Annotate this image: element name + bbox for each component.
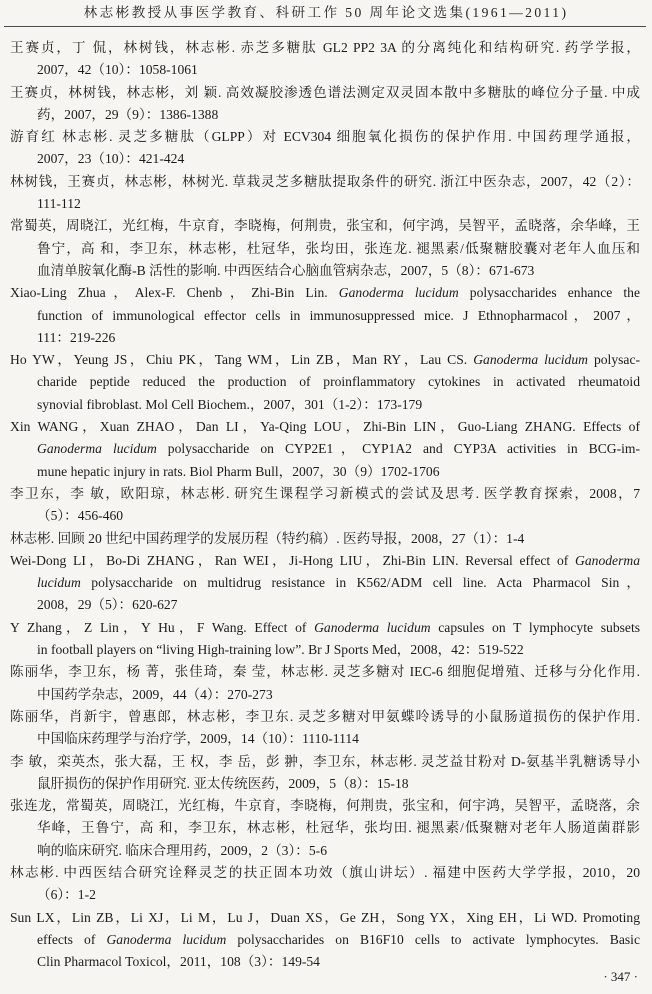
reference-line bbox=[10, 282, 640, 304]
reference-text: effects of bbox=[37, 931, 107, 947]
reference-entry bbox=[10, 416, 640, 483]
reference-line bbox=[10, 929, 640, 951]
reference-line: charide peptide reduced the production of proinflammatory cytokines in activated rheumatoid bbox=[37, 374, 640, 390]
header-divider bbox=[4, 26, 646, 27]
species-name: Ganoderma bbox=[575, 552, 640, 568]
reference-line: Xin WANG，Xuan ZHAO，Dan LI，Ya-Qing LOU，Zhi-Bin LIN，Guo-Liang ZHANG. Effects of bbox=[10, 419, 640, 435]
reference-line: 2007，42（10）：1058-1061 bbox=[37, 62, 198, 78]
species-name: Ganoderma lucidum bbox=[338, 285, 459, 301]
reference-entry bbox=[10, 282, 640, 349]
running-header: 林志彬教授从事医学教育、科研工作 50 周年论文选集(1961—2011) bbox=[83, 5, 569, 20]
species-name: Ganoderma lucidum bbox=[314, 619, 431, 635]
reference-line: mune hepatic injury in rats. Biol Pharm Bull，2007，30（9）1702-1706 bbox=[37, 463, 440, 479]
reference-line bbox=[10, 349, 640, 371]
reference-line: 鼠肝损伤的保护作用研究. 亚太传统医药，2009，5（8）：15-18 bbox=[37, 775, 409, 791]
reference-text: Wei-Dong LI，Bo-Di ZHANG，Ran WEI，Ji-Hong LIU，Zhi-Bin LIN. Reversal effect of bbox=[10, 552, 576, 568]
reference-entry bbox=[10, 706, 640, 751]
reference-line: 张连龙，常蜀英，周晓江，光红梅，牛京育，李晓梅，何荆贵，张宝和，何宇鸿，吴智平，孟晓落，余 bbox=[10, 798, 640, 814]
reference-line: 陈丽华，李卫东，杨 菁，张佳琦，秦 莹，林志彬. 灵芝多糖对 IEC-6 细胞促增殖、迁移与分化作用. bbox=[10, 664, 640, 680]
page-number: · 347 · bbox=[603, 969, 638, 984]
reference-text: polysaccharide on multidrug resistance in K562/ADM cell line. Acta Pharmacol Sin， bbox=[80, 575, 640, 591]
reference-line bbox=[10, 550, 640, 572]
reference-text: polysaccharides enhance the bbox=[458, 285, 640, 301]
reference-text: Y Zhang，Z Lin，Y Hu，F Wang. Effect of bbox=[10, 619, 315, 635]
reference-text: capsules on T lymphocyte subsets bbox=[430, 619, 640, 635]
reference-line bbox=[10, 617, 640, 639]
reference-entry bbox=[10, 862, 640, 907]
reference-line: 药，2007，29（9）：1386-1388 bbox=[37, 106, 219, 122]
reference-entry bbox=[10, 483, 640, 528]
reference-line: Clin Pharmacol Toxicol，2011，108（3）：149-54 bbox=[37, 954, 320, 970]
species-name: Ganoderma lucidum bbox=[473, 352, 588, 368]
reference-line: 中国药学杂志，2009，44（4）：270-273 bbox=[37, 686, 273, 702]
reference-entry bbox=[10, 215, 640, 282]
reference-entry bbox=[10, 349, 640, 416]
species-name: Ganoderma lucidum bbox=[37, 441, 157, 457]
species-name: Ganoderma lucidum bbox=[106, 931, 227, 947]
reference-entry bbox=[10, 37, 640, 82]
reference-line: 2007，23（10）：421-424 bbox=[37, 151, 185, 167]
reference-line: 111：219-226 bbox=[37, 329, 116, 345]
reference-line: 血清单胺氧化酶-B 活性的影响. 中西医结合心脑血管病杂志，2007，5（8）：671-673 bbox=[37, 262, 535, 278]
reference-entry bbox=[10, 907, 640, 974]
reference-line: 林志彬. 回顾 20 世纪中国药理学的发展历程（特约稿）. 医药导报，2008，27（1）：1-4 bbox=[10, 530, 525, 546]
reference-line: 李卫东，李 敏，欧阳琼，林志彬. 研究生课程学习新模式的尝试及思考. 医学教育探索，2008，7 bbox=[10, 485, 640, 501]
species-name: lucidum bbox=[37, 575, 81, 591]
reference-text: polysaccharide on CYP2E1，CYP1A2 and CYP3A activities in BCG-im- bbox=[156, 441, 640, 457]
reference-line: 常蜀英，周晓江，光红梅，牛京育，李晓梅，何荆贵，张宝和，何宇鸿，吴智平，孟晓落，余华峰，王 bbox=[10, 218, 640, 234]
reference-entry bbox=[10, 82, 640, 127]
reference-line: 王赛贞，丁 侃，林树钱，林志彬. 赤芝多糖肽 GL2 PP2 3A 的分离纯化和结构研究. 药学学报， bbox=[10, 40, 640, 55]
reference-entry bbox=[10, 550, 640, 617]
reference-line: （5）：456-460 bbox=[37, 508, 124, 524]
reference-line: 华峰，王鲁宁，高 和，李卫东，林志彬，杜冠华，张均田. 褪黑素/低聚糖对老年人肠道菌群影 bbox=[37, 820, 640, 836]
reference-entry bbox=[10, 528, 640, 550]
reference-line: 李 敏，栾英杰，张大磊，王 权，李 岳，彭 翀，李卫东，林志彬. 灵芝益甘粉对 D-氨基半乳糖诱导小 bbox=[10, 753, 640, 769]
reference-text: Xiao-Ling Zhua，Alex-F. Chenb，Zhi-Bin Lin. bbox=[10, 285, 339, 301]
reference-entry bbox=[10, 661, 640, 706]
reference-text: polysaccharides on B16F10 cells to activate lymphocytes. Basic bbox=[226, 931, 640, 947]
reference-text: Ho YW，Yeung JS，Chiu PK，Tang WM，Lin ZB，Man RY，Lau CS. bbox=[10, 352, 474, 368]
reference-line: （6）：1-2 bbox=[37, 887, 96, 903]
reference-line: 111-112 bbox=[37, 196, 81, 212]
reference-line: 中国临床药理学与治疗学，2009，14（10）：1110-1114 bbox=[37, 731, 359, 747]
reference-list bbox=[10, 37, 640, 973]
reference-line: Sun LX，Lin ZB，Li XJ，Li M，Lu J，Duan XS，Ge ZH，Song YX，Xing EH，Li WD. Promoting bbox=[10, 909, 640, 925]
reference-line: 林志彬. 中西医结合研究诠释灵芝的扶正固本功效（旗山讲坛）. 福建中医药大学学报，2010，20 bbox=[10, 864, 640, 880]
reference-line bbox=[10, 572, 640, 594]
reference-line: synovial fibroblast. Mol Cell Biochem.，2007，301（1-2）：173-179 bbox=[37, 396, 423, 412]
reference-line: 响的临床研究. 临床合理用药，2009，2（3）：5-6 bbox=[37, 842, 327, 858]
reference-entry bbox=[10, 751, 640, 796]
reference-entry bbox=[10, 126, 640, 171]
reference-line: 游育红 林志彬. 灵芝多糖肽（GLPP）对 ECV304 细胞氧化损伤的保护作用. 中国药理学通报， bbox=[10, 129, 640, 145]
reference-line: 2008，29（5）：620-627 bbox=[37, 597, 178, 613]
reference-line: 鲁宁，高 和，李卫东，林志彬，杜冠华，张均田，张连龙. 褪黑素/低聚糖胶囊对老年人血压和 bbox=[37, 240, 640, 256]
reference-line: in football players on “living High-training low”. Br J Sports Med，2008，42：519-522 bbox=[37, 642, 524, 658]
reference-line: 王赛贞，林树钱，林志彬，刘 颖. 高效凝胶渗透色谱法测定双灵固本散中多糖肽的峰位分子量. 中成 bbox=[10, 84, 640, 100]
reference-text: polysac- bbox=[587, 352, 640, 368]
reference-line: function of immunological effector cells in immunosuppressed mice. J Ethnopharmacol，2007， bbox=[37, 307, 640, 323]
reference-entry bbox=[10, 617, 640, 662]
reference-entry bbox=[10, 795, 640, 862]
reference-line: 陈丽华，肖新宇，曾惠郎，林志彬，李卫东. 灵芝多糖对甲氨蝶呤诱导的小鼠肠道损伤的保护作用. bbox=[10, 708, 640, 724]
reference-line bbox=[10, 438, 640, 460]
reference-entry bbox=[10, 171, 640, 216]
reference-line: 林树钱，王赛贞，林志彬，林树光. 草栽灵芝多糖肽提取条件的研究. 浙江中医杂志，2007，42（2）： bbox=[10, 173, 640, 189]
